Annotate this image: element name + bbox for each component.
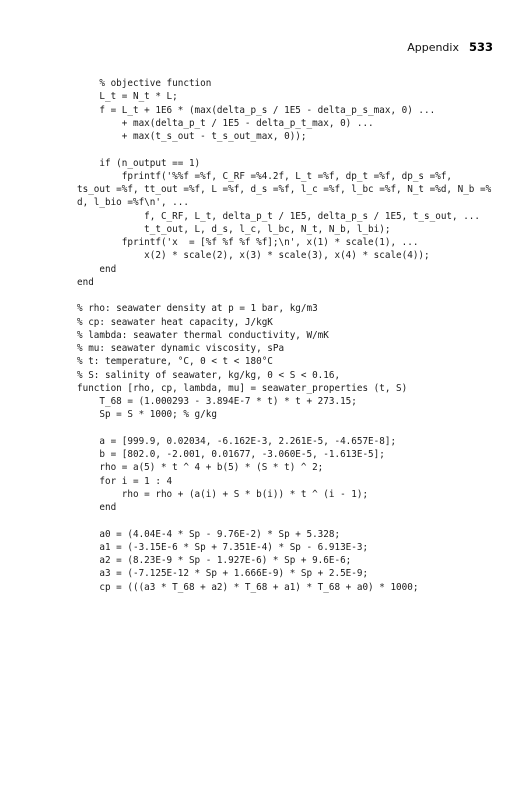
code-line: % cp: seawater heat capacity, J/kgK (77, 316, 273, 328)
code-line: rho = rho + (a(i) + S * b(i)) * t ^ (i - 1); (77, 488, 369, 500)
running-header (407, 40, 493, 54)
code-line: Sp = S * 1000; % g/kg (77, 409, 217, 421)
code-line: a1 = (-3.15E-6 * Sp + 7.351E-4) * Sp - 6.913E-3; (77, 541, 369, 553)
code-line: end (77, 276, 94, 288)
code-line: rho = a(5) * t ^ 4 + b(5) * (S * t) ^ 2; (77, 462, 324, 474)
section-title: Appendix (407, 41, 459, 54)
code-line: % t: temperature, °C, 0 < t < 180°C (77, 356, 273, 368)
code-line: fprintf('%%f =%f, C_RF =%4.2f, L_t =%f, dp_t =%f, dp_s =%f, (77, 170, 453, 182)
code-line: a3 = (-7.125E-12 * Sp + 1.666E-9) * Sp + 2.5E-9; (77, 568, 369, 580)
code-line: t_t_out, L, d_s, l_c, l_bc, N_t, N_b, l_bi); (77, 223, 391, 235)
code-line: cp = (((a3 * T_68 + a2) * T_68 + a1) * T_68 + a0) * 1000; (77, 581, 419, 593)
code-line: fprintf('x = [%f %f %f %f];\n', x(1) * scale(1), ... (77, 237, 419, 248)
code-line: L_t = N_t * L; (77, 91, 178, 103)
page-number: 533 (468, 40, 493, 54)
code-line: d, l_bio =%f\n', ... (77, 197, 189, 209)
code-line (77, 422, 497, 435)
code-listing (77, 77, 497, 594)
code-line: b = [802.0, -2.001, 0.01677, -3.060E-5, -1.613E-5]; (77, 449, 385, 460)
code-line: f = L_t + 1E6 * (max(delta_p_s / 1E5 - delta_p_s_max, 0) ... (77, 104, 436, 116)
code-line: T_68 = (1.000293 - 3.894E-7 * t) * t + 273.15; (77, 396, 357, 407)
code-line: end (77, 263, 117, 275)
code-line: % rho: seawater density at p = 1 bar, kg/m3 (77, 303, 318, 315)
code-line: function [rho, cp, lambda, mu] = seawater_properties (t, S) (77, 382, 408, 394)
code-line: % mu: seawater dynamic viscosity, sPa (77, 343, 285, 354)
code-line: ts_out =%f, tt_out =%f, L =%f, d_s =%f, l_c =%f, l_bc =%f, N_t =%d, N_b =% (77, 184, 492, 195)
code-line: f, C_RF, L_t, delta_p_t / 1E5, delta_p_s / 1E5, t_s_out, ... (77, 210, 480, 222)
code-line (77, 289, 497, 302)
code-line: for i = 1 : 4 (77, 475, 173, 487)
code-line (77, 514, 497, 527)
code-line: % objective function (77, 78, 212, 89)
code-line: end (77, 502, 117, 513)
code-line: + max(t_s_out - t_s_out_max, 0)); (77, 131, 307, 142)
code-line: a = [999.9, 0.02034, -6.162E-3, 2.261E-5, -4.657E-8]; (77, 435, 397, 447)
code-line: a0 = (4.04E-4 * Sp - 9.76E-2) * Sp + 5.328; (77, 528, 341, 540)
code-line: a2 = (8.23E-9 * Sp - 1.927E-6) * Sp + 9.6E-6; (77, 555, 352, 566)
code-line: % lambda: seawater thermal conductivity, W/mK (77, 329, 329, 341)
code-line (77, 143, 497, 156)
code-line: % S: salinity of seawater, kg/kg, 0 < S < 0.16, (77, 369, 341, 381)
code-line: + max(delta_p_t / 1E5 - delta_p_t_max, 0) ... (77, 117, 374, 129)
code-line: x(2) * scale(2), x(3) * scale(3), x(4) * scale(4)); (77, 250, 430, 262)
code-line: if (n_output == 1) (77, 157, 201, 169)
